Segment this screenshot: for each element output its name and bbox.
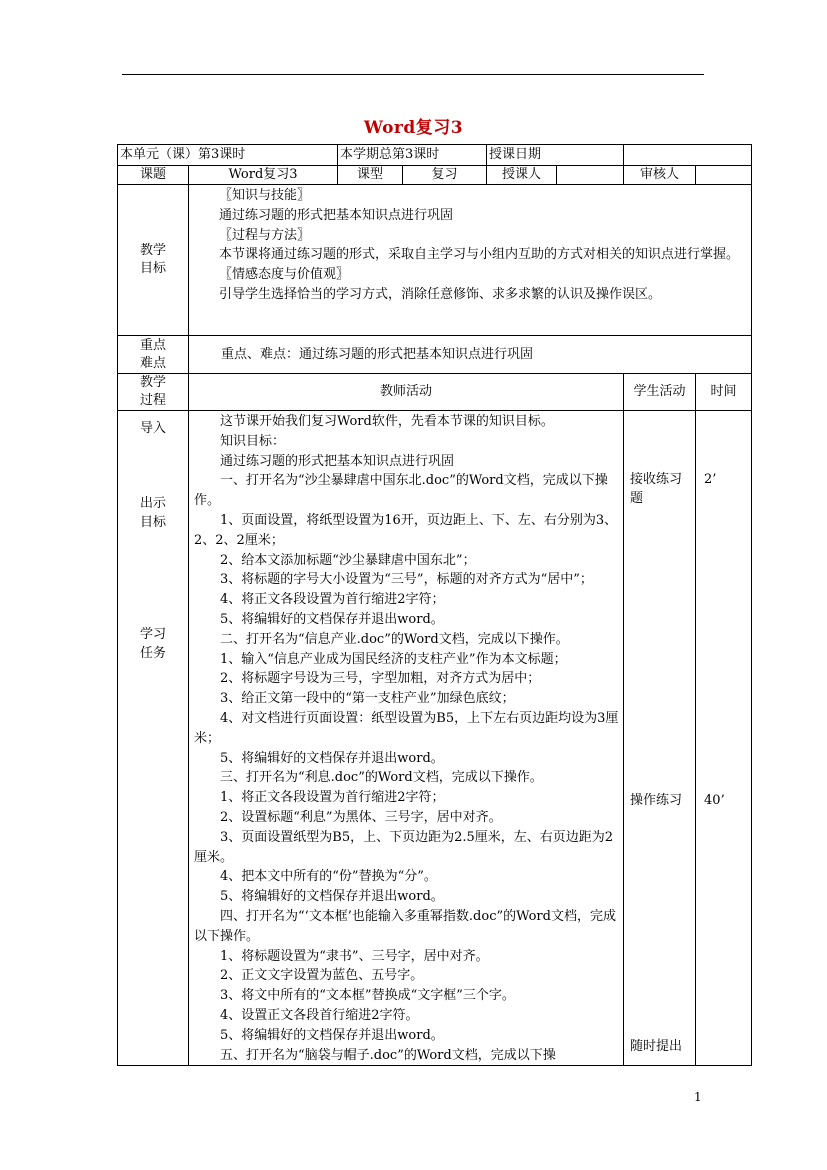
activity-paragraph: 1、将正文各段设置为首行缩进2字符； — [220, 790, 445, 806]
process-header-row — [118, 374, 752, 411]
activity-paragraph: 4、将正文各段设置为首行缩进2字符； — [220, 592, 445, 608]
student-activity-header: 学生活动 — [624, 374, 696, 411]
activity-paragraph: 2、将标题字号设为三号，字型加粗，对齐方式为居中； — [220, 671, 541, 687]
activity-paragraph: 3、将标题的字号大小设置为“三号”，标题的对齐方式为“居中”； — [220, 572, 593, 588]
activity-paragraph: 4、设置正文各段首行缩进2字符。 — [220, 1007, 419, 1023]
goals-label — [118, 185, 189, 336]
activity-paragraph: 4、对文档进行页面设置：纸型设置为B5，上下左右页边距均设为3厘米； — [194, 710, 619, 746]
process-label — [118, 374, 189, 411]
activity-paragraph: 五、打开名为“脑袋与帽子.doc”的Word文档，完成以下操 — [220, 1047, 556, 1063]
student-activity-content — [624, 411, 696, 1066]
header-row-1 — [118, 145, 752, 166]
activity-paragraph: 二、打开名为“信息产业.doc”的Word文档，完成以下操作。 — [220, 631, 569, 647]
process-label-line-1: 教学 — [139, 375, 166, 390]
activity-paragraph: 2、正文文字设置为蓝色、五号字。 — [220, 968, 424, 984]
side-label: 出示 — [139, 496, 166, 512]
key-points-label-line-2: 难点 — [139, 355, 166, 371]
goals-content — [189, 185, 752, 336]
student-note: 操作练习 — [630, 793, 683, 809]
activity-paragraph: 5、将编辑好的文档保存并退出word。 — [220, 1027, 444, 1043]
activity-paragraph: 3、页面设置纸型为B5，上、下页边距为2.5厘米，左、右页边距为2厘米。 — [194, 829, 614, 865]
key-points-text: 重点、难点：通过练习题的形式把基本知识点进行巩固 — [221, 346, 534, 362]
activity-paragraph: 这节课开始我们复习Word软件，先看本节课的知识目标。 — [220, 414, 554, 429]
topic-value: Word复习3 — [189, 166, 338, 185]
activity-paragraph: 2、给本文添加标题“沙尘暴肆虐中国东北”； — [220, 552, 476, 568]
key-points-label-line-1: 重点 — [139, 337, 166, 353]
reviewer-label: 审核人 — [624, 166, 696, 185]
document-title: Word复习3 — [363, 118, 464, 138]
key-points-label — [118, 336, 189, 374]
activity-paragraph: 2、设置标题“利息”为黑体、三号字，居中对齐。 — [220, 809, 502, 825]
activity-paragraph: 5、将编辑好的文档保存并退出word。 — [220, 750, 444, 766]
header-rule — [122, 74, 704, 75]
teacher-activity-header: 教师活动 — [189, 374, 624, 411]
student-note: 随时提出 — [630, 1039, 683, 1055]
side-label: 学习 — [139, 627, 166, 643]
time-content — [696, 411, 752, 1066]
topic-label: 课题 — [118, 166, 189, 185]
student-note: 接收练习 — [630, 472, 683, 488]
goals-line: 〖知识与技能〗 — [219, 188, 311, 203]
unit-cell: 本单元（课）第3课时 — [118, 145, 338, 166]
goals-line: 通过练习题的形式把基本知识点进行巩固 — [219, 207, 454, 223]
date-label: 授课日期 — [487, 145, 624, 166]
activity-paragraph: 一、打开名为“沙尘暴肆虐中国东北.doc”的Word文档，完成以下操作。 — [194, 473, 608, 509]
student-note: 题 — [630, 491, 644, 507]
activity-paragraph: 3、将文中所有的“文本框”替换成“文字框”三个字。 — [220, 988, 515, 1004]
semester-cell: 本学期总第3课时 — [338, 145, 487, 166]
goals-label-line-1: 教学 — [139, 243, 166, 258]
activity-paragraph: 5、将编辑好的文档保存并退出word。 — [220, 889, 444, 905]
activity-paragraph: 1、将标题设置为“隶书”、三号字，居中对齐。 — [220, 948, 489, 964]
teacher-label: 授课人 — [487, 166, 557, 185]
activity-paragraph: 5、将编辑好的文档保存并退出word。 — [220, 611, 444, 627]
side-label: 目标 — [139, 515, 166, 531]
teacher-activity-content — [189, 411, 624, 1066]
type-label: 课型 — [338, 166, 403, 185]
activity-paragraph: 四、打开名为“‘文本框’也能输入多重幂指数.doc”的Word文档，完成以下操作。 — [194, 908, 616, 944]
time-header: 时间 — [696, 374, 752, 411]
activity-paragraph: 3、给正文第一段中的“第一支柱产业”加绿色底纹； — [220, 691, 515, 707]
activity-paragraph: 1、页面设置，将纸型设置为16开，页边距上、下、左、右分别为3、2、2、2厘米； — [194, 512, 618, 548]
activity-paragraph: 1、输入“信息产业成为国民经济的支柱产业”作为本文标题； — [220, 651, 567, 667]
side-label: 任务 — [139, 646, 166, 662]
side-label: 导入 — [139, 421, 166, 437]
process-body-row — [118, 411, 752, 1066]
process-side-labels — [118, 411, 189, 1066]
header-row-2 — [118, 166, 752, 185]
time-value: 40’ — [704, 793, 725, 809]
process-label-line-2: 过程 — [139, 393, 166, 408]
goals-label-line-2: 目标 — [139, 261, 166, 276]
activity-paragraph: 三、打开名为“利息.doc”的Word文档，完成以下操作。 — [220, 770, 543, 786]
activity-paragraph: 通过练习题的形式把基本知识点进行巩固 — [220, 453, 455, 469]
key-points-row — [118, 336, 752, 374]
type-value: 复习 — [403, 166, 487, 185]
goals-line: 〖过程与方法〗 — [219, 227, 311, 243]
lesson-plan-table — [117, 144, 752, 1066]
key-points-content — [189, 336, 752, 374]
activity-paragraph: 4、把本文中所有的“份”替换为“分”。 — [220, 869, 437, 885]
page-number: 1 — [694, 1090, 702, 1104]
goals-line: 本节课将通过练习题的形式，采取自主学习与小组内互助的方式对相关的知识点进行掌握。 — [219, 247, 740, 263]
reviewer-value — [696, 166, 752, 185]
teacher-value — [557, 166, 624, 185]
goals-row — [118, 185, 752, 336]
time-value: 2’ — [704, 472, 717, 488]
goals-line: 引导学生选择恰当的学习方式，消除任意修饰、求多求繁的认识及操作误区。 — [219, 286, 662, 302]
date-value — [624, 145, 752, 166]
goals-line: 〖情感态度与价值观〗 — [219, 267, 350, 283]
activity-paragraph: 知识目标： — [220, 433, 286, 449]
